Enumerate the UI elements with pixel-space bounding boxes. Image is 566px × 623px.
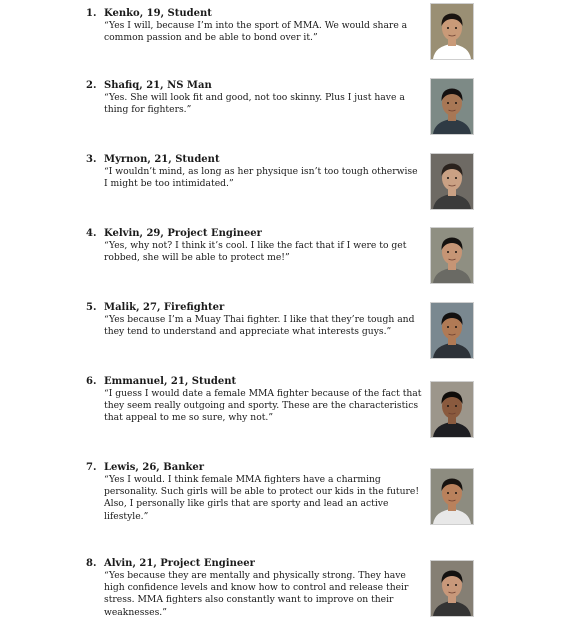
portrait-eye-right [455, 251, 457, 253]
portrait-photo [430, 560, 474, 617]
entry-8 [86, 558, 424, 619]
respondent-name: Malik, 27, Firefighter [104, 302, 225, 313]
respondent-quote: “Yes I will, because I’m into the sport of MMA. We would share a common passion and be able to bond over it.” [104, 20, 408, 44]
respondent-name: Emmanuel, 21, Student [104, 376, 237, 387]
portrait-photo [431, 469, 473, 524]
respondent-quote: “Yes because I’m a Muay Thai fighter. I like that they’re tough and they tend to understand and appreciate what interests guys.” [104, 314, 415, 338]
portrait-eye-right [455, 177, 457, 179]
entry-3 [86, 154, 424, 190]
entry-number: 6. [86, 376, 97, 387]
entry-number: 5. [86, 302, 97, 313]
portrait-photo [431, 154, 473, 209]
respondent-name: Lewis, 26, Banker [104, 462, 205, 473]
portrait-photo [430, 78, 474, 135]
entry-2 [86, 80, 424, 116]
entry-4 [86, 228, 424, 264]
respondent-name: Alvin, 21, Project Engineer [104, 558, 255, 569]
portrait-eye-left [447, 177, 449, 179]
portrait-photo [430, 227, 474, 284]
entry-7 [86, 462, 424, 523]
entry-number: 3. [86, 154, 97, 165]
respondent-quote: “I wouldn’t mind, as long as her physique isn’t too tough otherwise I might be too intimidated.” [104, 166, 418, 190]
respondent-name: Kelvin, 29, Project Engineer [104, 228, 262, 239]
entry-number: 7. [86, 462, 97, 473]
portrait-photo [431, 79, 473, 134]
portrait-photo [430, 381, 474, 438]
entry-6 [86, 376, 424, 425]
portrait-eye-left [447, 405, 449, 407]
entry-number: 1. [86, 8, 97, 19]
respondent-quote: “Yes. She will look fit and good, not too skinny. Plus I just have a thing for fighters.” [104, 92, 405, 116]
portrait-eye-left [447, 251, 449, 253]
portrait-eye-right [455, 492, 457, 494]
entry-5 [86, 302, 424, 338]
portrait-photo [431, 228, 473, 283]
respondent-quote: “Yes I would. I think female MMA fighters have a charming personality. Such girls will be able to protect our kids in the future! Also, I personally like girls that are sporty and lead an active lifestyle.” [104, 474, 420, 522]
respondent-quote: “Yes, why not? I think it’s cool. I like the fact that if I were to get robbed, she will be able to protect me!” [104, 240, 407, 264]
portrait-eye-right [455, 102, 457, 104]
portrait-eye-right [455, 27, 457, 29]
portrait-eye-left [447, 326, 449, 328]
portrait-photo [430, 153, 474, 210]
respondent-name: Kenko, 19, Student [104, 8, 212, 19]
respondent-quote: “I guess I would date a female MMA fighter because of the fact that they seem really outgoing and sporty. These are the characteristics that appeal to me so sure, why not.” [104, 388, 422, 424]
respondent-quote: “Yes because they are mentally and physically strong. They have high confidence levels and know how to control and release their stress. MMA fighters also constantly want to improve on their weaknesses.” [104, 570, 409, 618]
portrait-photo [431, 382, 473, 437]
portrait-eye-left [447, 492, 449, 494]
entry-number: 2. [86, 80, 97, 91]
entry-1 [86, 8, 424, 44]
portrait-photo [430, 468, 474, 525]
portrait-eye-left [447, 102, 449, 104]
portrait-photo [430, 302, 474, 359]
respondent-name: Myrnon, 21, Student [104, 154, 220, 165]
portrait-eye-right [455, 405, 457, 407]
entry-number: 8. [86, 558, 97, 569]
portrait-eye-right [455, 584, 457, 586]
entry-number: 4. [86, 228, 97, 239]
portrait-photo [431, 303, 473, 358]
portrait-photo [430, 3, 474, 60]
portrait-eye-right [455, 326, 457, 328]
portrait-eye-left [447, 584, 449, 586]
respondent-name: Shafiq, 21, NS Man [104, 80, 212, 91]
portrait-eye-left [447, 27, 449, 29]
portrait-photo [431, 561, 473, 616]
portrait-photo [431, 4, 473, 59]
